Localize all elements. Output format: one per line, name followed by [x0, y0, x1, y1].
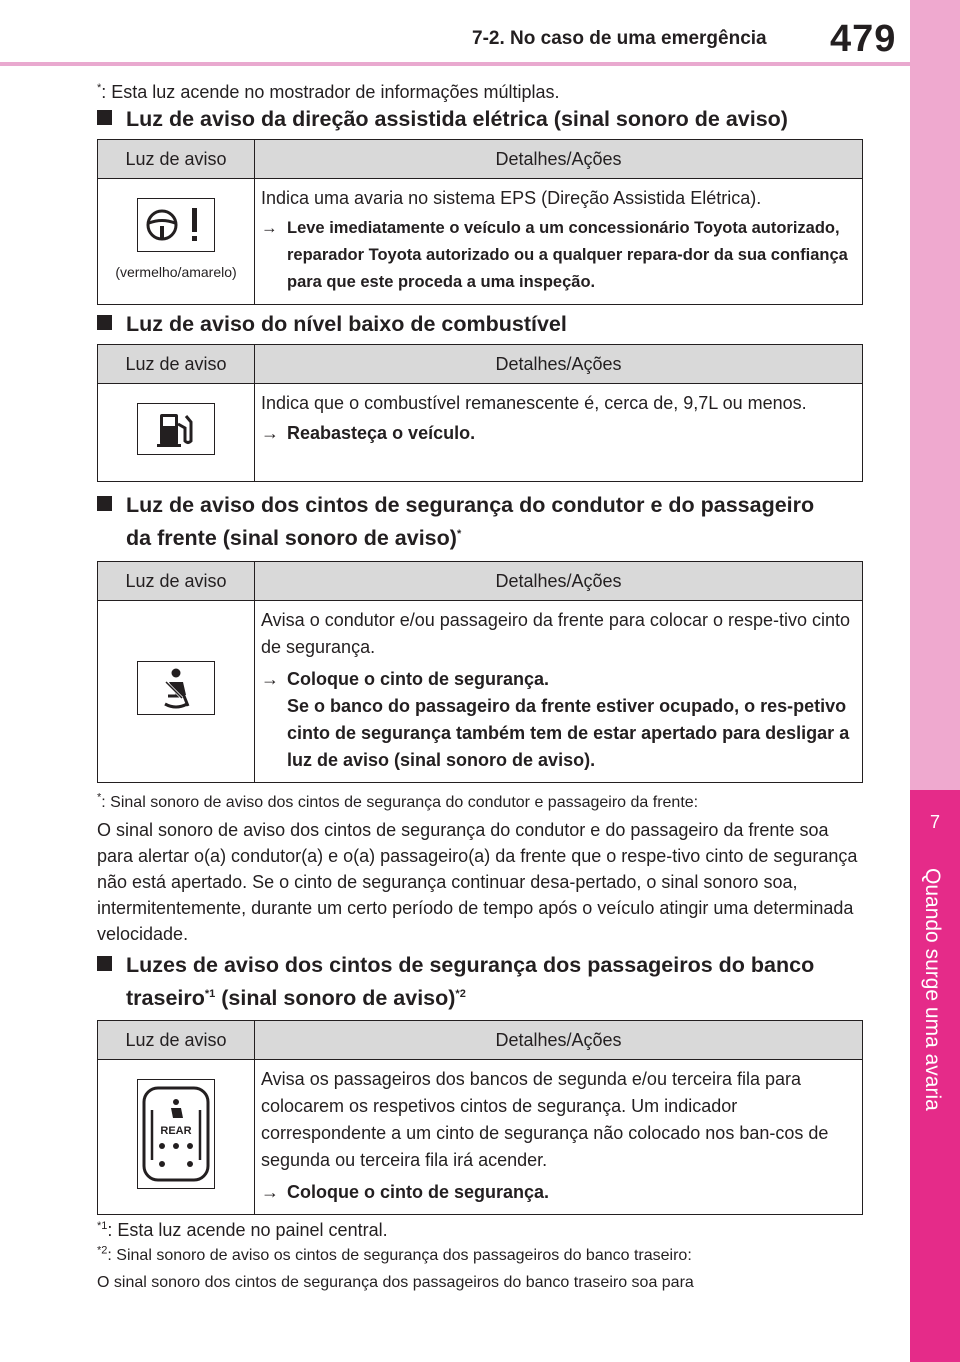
footnote-1: $^{*1}$: Esta luz acende no painel central. — [97, 1220, 388, 1240]
chapter-title: Quando surge uma avaria — [921, 868, 944, 1111]
top-footnote: *: Esta luz acende no mostrador de informações múltiplas. — [97, 82, 560, 102]
seatbelt-front-description: Avisa o condutor e/ou passageiro da frente para colocar o respe-tivo cinto de segurança. — [261, 610, 851, 657]
section-title: 7-2. No caso de uma emergência — [472, 28, 767, 49]
side-tab-top — [910, 0, 960, 790]
arrow-icon: → — [261, 423, 279, 443]
page-number: 479 — [830, 18, 897, 60]
section-heading-eps: Luz de aviso da direção assistida elétrica (sinal sonoro de aviso) — [97, 104, 788, 134]
arrow-icon: → — [261, 669, 279, 689]
section-heading-seatbelt-rear: Luzes de aviso dos cintos de segurança dos passageiros do banco — [97, 950, 814, 980]
warning-table-seatbelt-rear — [97, 1020, 863, 1215]
note-front-title: *: Sinal sonoro de aviso dos cintos de segurança do condutor e passageiro da frente: — [97, 791, 699, 811]
arrow-icon: → — [261, 1182, 279, 1202]
column-header-light: Luz de aviso — [98, 345, 255, 384]
fuel-pump-icon — [137, 403, 215, 455]
rear-seatbelt-icon — [137, 1079, 215, 1189]
seatbelt-rear-description: Avisa os passageiros dos bancos de segunda e/ou terceira fila para colocarem os respetivos cintos de segurança. Um indicador correspondente a um cinto de segurança não colocado nos ban-cos de segunda ou terceira fila irá acender. — [261, 1069, 829, 1170]
column-header-details: Detalhes/Ações — [255, 562, 863, 601]
section-heading-seatbelt-rear-cont: traseiro$^{*1}$ (sinal sonoro de aviso)$^{*2}$ — [126, 986, 466, 1010]
arrow-icon: → — [261, 219, 278, 237]
column-header-details: Detalhes/Ações — [255, 1021, 863, 1060]
footnote-2-body: O sinal sonoro dos cintos de segurança dos passageiros do banco traseiro soa para — [97, 1274, 694, 1291]
fuel-action: Reabasteça o veículo. — [287, 423, 476, 443]
column-header-details: Detalhes/Ações — [255, 140, 863, 179]
section-heading-fuel: Luz de aviso do nível baixo de combustível — [97, 309, 567, 339]
header-divider — [0, 62, 910, 66]
chapter-number: 7 — [929, 812, 940, 832]
rear-label: REAR — [160, 1124, 192, 1137]
seatbelt-icon — [137, 661, 215, 715]
footnote-2-title: $^{*2}$: Sinal sonoro de aviso os cintos de segurança dos passageiros do banco traseiro: — [97, 1244, 692, 1264]
column-header-light: Luz de aviso — [98, 562, 255, 601]
section-heading-seatbelt-front-cont: da frente (sinal sonoro de aviso)* — [126, 526, 462, 550]
note-front-body: O sinal sonoro de aviso dos cintos de segurança do condutor e do passageiro da frente soa para alertar o(a) condutor(a) e o(a) passageiro(a) da frente que o respe-tivo cinto de segurança não está apertado. Se o cinto de segurança continuar desa-pertado, o sinal sonoro soa, intermitentemente, durante um certo período de tempo após o veículo atingir uma determinada velocidade. — [97, 820, 858, 944]
seatbelt-front-action: Coloque o cinto de segurança. — [287, 669, 550, 689]
steering-warning-icon — [137, 198, 215, 252]
icon-caption: (vermelho/amarelo) — [115, 263, 237, 280]
warning-table-seatbelt-front — [97, 561, 863, 783]
fuel-description: Indica que o combustível remanescente é, cerca de, 9,7L ou menos. — [261, 393, 807, 413]
eps-action: Leve imediatamente o veículo a um concessionário Toyota autorizado, reparador Toyota autorizado ou a qualquer repara-dor da sua confiança para que este proceda a uma inspeção. — [287, 219, 848, 291]
column-header-light: Luz de aviso — [98, 140, 255, 179]
warning-table-eps — [97, 139, 863, 305]
column-header-light: Luz de aviso — [98, 1021, 255, 1060]
warning-table-fuel — [97, 344, 863, 482]
column-header-details: Detalhes/Ações — [255, 345, 863, 384]
section-heading-seatbelt-front: Luz de aviso dos cintos de segurança do condutor e do passageiro — [97, 490, 814, 520]
seatbelt-front-action-detail: Se o banco do passageiro da frente estiver ocupado, o res-petivo cinto de segurança também tem de estar apertado para desligar a luz de aviso (sinal sonoro de aviso). — [287, 696, 850, 770]
seatbelt-rear-action: Coloque o cinto de segurança. — [287, 1182, 550, 1202]
eps-description: Indica uma avaria no sistema EPS (Direção Assistida Elétrica). — [261, 188, 762, 208]
